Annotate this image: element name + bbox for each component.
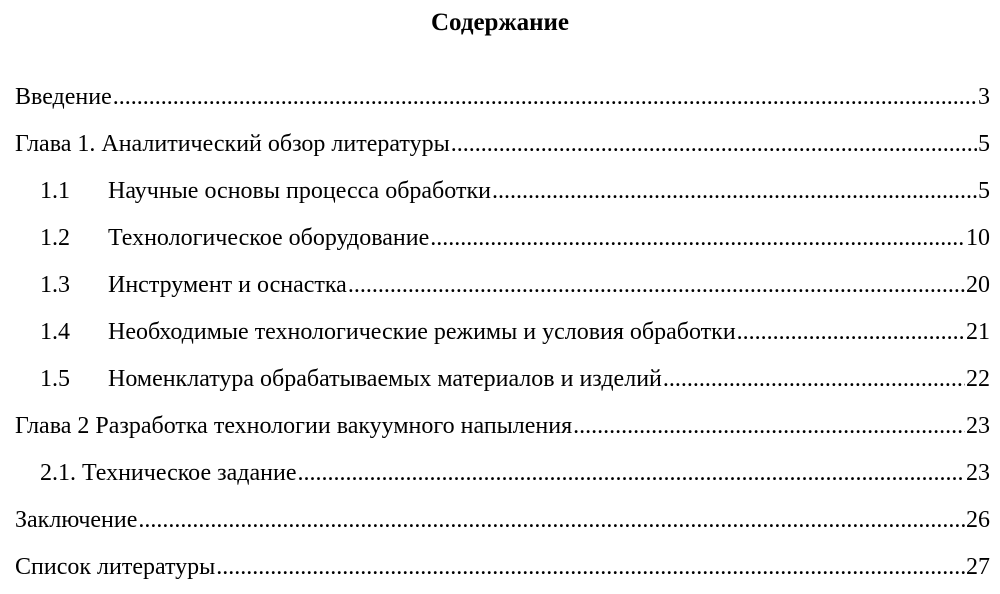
dot-leader [573,409,965,443]
toc-heading: Содержание [430,9,569,36]
dot-leader [737,315,965,349]
toc-entry-text: Номенклатура обрабатываемых материалов и изделий [108,366,662,392]
toc-entry-page: 5 [978,178,990,204]
toc-entry-section-1-4[interactable] [40,315,990,349]
toc-entry-number: 1.5 [40,366,70,392]
toc-entry-text: Инструмент и оснастка [108,272,347,298]
toc-entry-number: 1.4 [40,319,70,345]
toc-entry-conclusion[interactable] [15,503,990,537]
toc-entry-page: 27 [966,554,990,580]
toc-entry-page: 20 [966,272,990,298]
toc-entry-chapter-1[interactable] [15,127,990,161]
toc-entry-page: 3 [978,84,990,110]
toc-entry-section-1-3[interactable] [40,268,990,302]
toc-entry-number: 1.2 [40,225,70,251]
toc-entry-page: 23 [966,460,990,486]
dot-leader [113,80,977,114]
toc-entry-page: 10 [966,225,990,251]
toc-entry-number: 1.1 [40,178,70,204]
toc-entry-page: 22 [966,366,990,392]
dot-leader [492,174,977,208]
toc-entry-references[interactable] [15,550,990,584]
toc-entry-text: Введение [15,84,112,110]
toc-entry-text: Необходимые технологические режимы и условия обработки [108,319,736,345]
dot-leader [138,503,965,537]
toc-entry-page: 23 [966,413,990,439]
toc-entry-text: Глава 2 Разработка технологии вакуумного напыления [15,413,573,439]
dot-leader [663,362,965,396]
dot-leader [430,221,965,255]
toc-entry-text: Глава 1. Аналитический обзор литературы [15,131,450,157]
toc-entry-chapter-2[interactable] [15,409,990,443]
toc-entry-text: 2.1. Техническое задание [40,460,297,486]
toc-entry-page: 26 [966,507,990,533]
toc-entry-text: Технологическое оборудование [108,225,430,251]
toc-entry-number: 1.3 [40,272,70,298]
toc-entry-text: Список литературы [15,554,216,580]
toc-entry-section-2-1[interactable] [40,456,990,490]
dot-leader [451,127,977,161]
toc-entry-section-1-1[interactable] [40,174,990,208]
toc-entry-section-1-2[interactable] [40,221,990,255]
dot-leader [297,456,965,490]
toc-entry-section-1-5[interactable] [40,362,990,396]
toc-entry-page: 5 [978,131,990,157]
dot-leader [348,268,965,302]
toc-entry-text: Научные основы процесса обработки [108,178,491,204]
toc-entry-page: 21 [966,319,990,345]
dot-leader [216,550,965,584]
toc-entry-text: Заключение [15,507,138,533]
toc-entry-introduction[interactable] [15,80,990,114]
